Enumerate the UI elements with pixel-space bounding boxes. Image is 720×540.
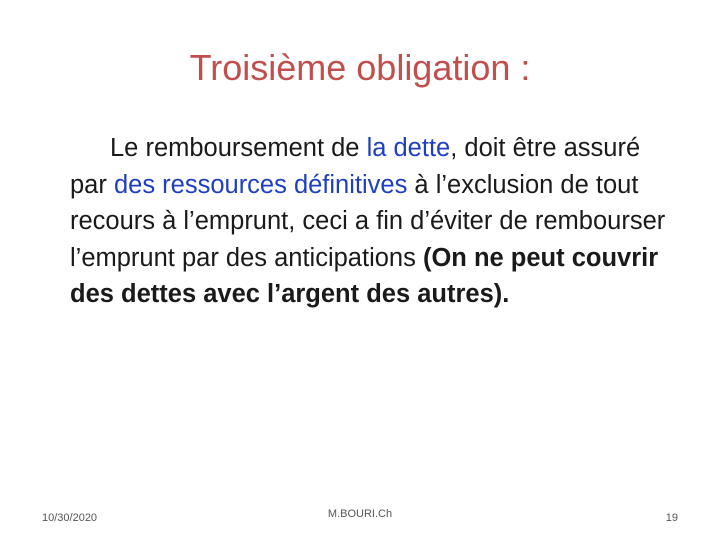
paragraph-text-1: Le remboursement de: [110, 134, 367, 162]
paragraph-text-2: , doit être assuré par: [70, 134, 641, 199]
footer-page-number: 19: [665, 512, 678, 524]
bold-conclusion: (On ne peut couvrir des dettes avec l’argent des autres).: [70, 243, 659, 308]
footer-author: M.BOURI.Ch: [327, 508, 393, 520]
highlight-ressources-definitives: des ressources définitives: [113, 170, 408, 199]
highlight-la-dette: la dette: [366, 134, 451, 162]
footer-date: 10/30/2020: [42, 512, 98, 524]
slide-title: Troisième obligation :: [189, 47, 531, 88]
slide-body-paragraph: [70, 130, 670, 313]
paragraph-text-3: à l’exclusion de tout recours à l’emprunt, ceci a fin d’éviter de rembourser l’emprunt par des anticipations: [70, 170, 666, 272]
